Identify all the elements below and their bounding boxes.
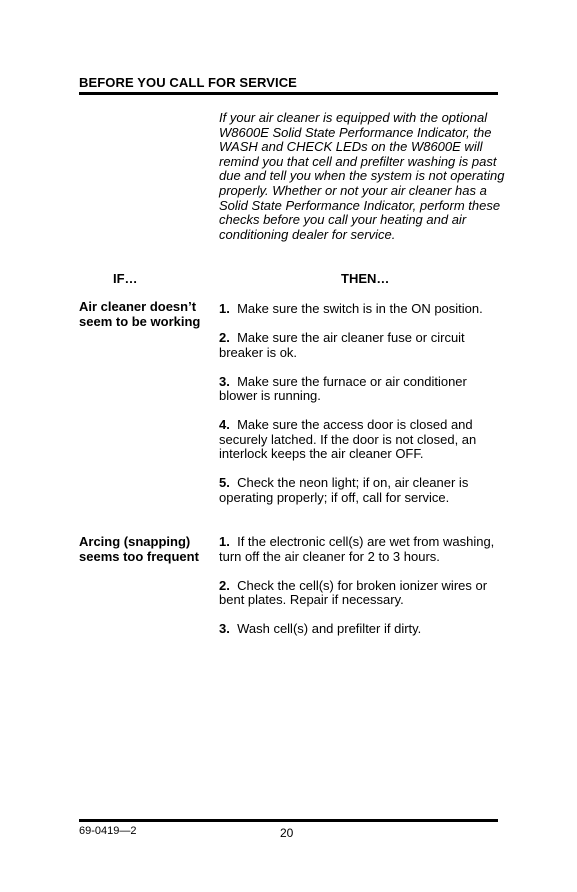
- step-number: 1.: [219, 301, 230, 316]
- step-item: [219, 331, 504, 360]
- step-item: [219, 476, 504, 505]
- header-divider: [79, 92, 498, 95]
- step-text: Check the cell(s) for broken ionizer wires or bent plates. Repair if necessary.: [219, 577, 488, 608]
- step-text: Wash cell(s) and prefilter if dirty.: [237, 621, 422, 637]
- step-number: 5.: [219, 475, 230, 491]
- step-text: Make sure the access door is closed and securely latched. If the door is not closed, an interlock keeps the air cleaner OFF.: [219, 417, 477, 462]
- step-number: 2.: [219, 577, 230, 593]
- step-text: Make sure the furnace or air conditioner blower is running.: [219, 373, 467, 404]
- step-number: 1.: [219, 534, 230, 549]
- step-text: If the electronic cell(s) are wet from washing, turn off the air cleaner for 2 to 3 hours.: [219, 534, 495, 564]
- steps-arcing: [219, 535, 504, 651]
- page-number: 20: [280, 826, 294, 840]
- step-text: Make sure the switch is in the ON position.: [237, 301, 483, 316]
- step-number: 3.: [219, 621, 230, 637]
- condition-arcing: Arcing (snapping) seems too frequent: [79, 534, 199, 564]
- if-column-heading: IF…: [113, 271, 138, 286]
- step-item: [219, 579, 504, 608]
- step-item: [219, 418, 504, 462]
- step-number: 3.: [219, 373, 230, 389]
- step-item: [219, 302, 504, 317]
- step-text: Check the neon light; if on, air cleaner is operating properly; if off, call for service.: [219, 475, 469, 505]
- step-item: [219, 375, 504, 404]
- document-code: 69-0419—2: [79, 825, 137, 837]
- step-number: 2.: [219, 329, 230, 345]
- then-column-heading: THEN…: [341, 271, 390, 286]
- intro-paragraph: If your air cleaner is equipped with the optional W8600E Solid State Performance Indicator, the WASH and CHECK LEDs on the W8600E will remind you that cell and prefilter washing is past due and tell you when the system is not operating properly. Whether or not your air cleaner has a Solid State Performance Indicator, perform these checks before you call your heating and air conditioning dealer for service.: [219, 110, 505, 242]
- steps-not-working: [219, 302, 504, 520]
- step-item: [219, 535, 504, 564]
- step-item: [219, 622, 504, 637]
- step-text: Make sure the air cleaner fuse or circuit breaker is ok.: [219, 329, 465, 360]
- footer-divider: [79, 819, 498, 822]
- condition-not-working: Air cleaner doesn’t seem to be working: [79, 299, 201, 329]
- step-number: 4.: [219, 417, 230, 433]
- section-title: BEFORE YOU CALL FOR SERVICE: [79, 75, 297, 90]
